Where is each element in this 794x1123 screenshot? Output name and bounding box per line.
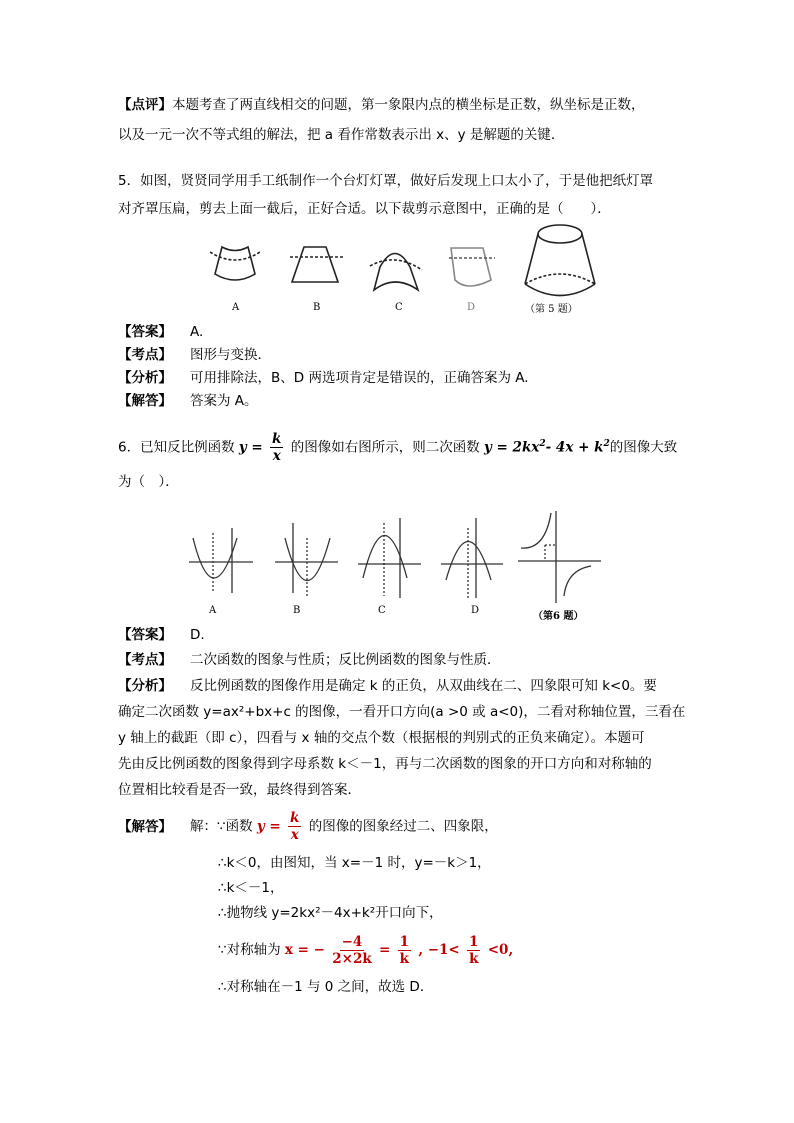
q6-option-d-label: D <box>471 605 480 616</box>
analysis-label: 【分析】 <box>118 370 172 386</box>
q6-solution-line-2 <box>218 853 491 873</box>
sym-num-2: 1 <box>399 933 410 950</box>
sym-frac-3 <box>467 934 480 967</box>
q5-figure <box>200 222 600 318</box>
q6-eq2-sup1: 2 <box>539 439 546 449</box>
sym-den-1: 2×2k <box>332 950 372 967</box>
solution-label: 【解答】 <box>118 818 172 835</box>
q6-solution-line-4 <box>218 903 443 923</box>
answer-label: 【答案】 <box>118 627 172 643</box>
q6-topic: 二次函数的图象与性质；反比例函数的图象与性质． <box>190 652 501 668</box>
q6-eq2-a: y = 2kx <box>484 439 540 456</box>
q6-eq1-den: x <box>272 448 281 464</box>
answer-label: 【答案】 <box>118 324 172 340</box>
analysis-label: 【分析】 <box>118 678 172 694</box>
q5-solution-row <box>118 391 258 411</box>
q5-analysis-row <box>118 368 529 388</box>
q6-analysis-1: 反比例函数的图像作用是确定 k 的正负，从双曲线在二、四象限可知 k<0。要 <box>190 678 657 694</box>
q6-analysis-row-3 <box>118 728 645 748</box>
q6-figure <box>183 508 613 620</box>
q6-eq1-num: k <box>272 431 282 447</box>
topic-label: 【考点】 <box>118 652 172 668</box>
sym-den-2: k <box>399 950 409 967</box>
q6-analysis-row-4 <box>118 754 652 774</box>
q6-solution-line-5 <box>218 932 513 968</box>
q6-stem-2: 为（ ）． <box>118 474 179 490</box>
q5-option-d-label: D <box>467 302 476 313</box>
review-line-2 <box>118 125 564 145</box>
q6-analysis-row-5 <box>118 780 361 800</box>
q5-solution: 答案为 A。 <box>190 393 258 409</box>
q6-eq2-sup2: 2 <box>603 439 610 449</box>
q6-figure-caption: （第6 题） <box>533 611 584 622</box>
review-text-2: 以及一元一次不等式组的解法，把 a 看作常数表示出 x、y 是解题的关键． <box>118 127 565 143</box>
topic-label: 【考点】 <box>118 347 172 363</box>
review-label: 【点评】 <box>118 97 172 113</box>
q6-prefix: 6．已知反比例函数 <box>118 439 235 456</box>
q6-analysis-2: 确定二次函数 y=ax²+bx+c 的图像，一看开口方向(a >0 或 a<0)，二看对称轴位置，三看在 <box>118 704 686 720</box>
q6-answer-row <box>118 625 205 645</box>
q6-eq1-fraction <box>270 431 283 464</box>
q6-solution-5-prefix: ∵对称轴为 <box>218 942 281 958</box>
q5-option-a-label: A <box>232 302 240 313</box>
q5-stem-1: 5．如图，贤贤同学用手工纸制作一个台灯灯罩，做好后发现上口太小了，于是他把纸灯罩 <box>118 173 654 189</box>
sym-num-1: −4 <box>341 933 363 950</box>
q5-topic: 图形与变换． <box>190 347 271 363</box>
q6-solution-fraction <box>288 810 301 843</box>
q5-topic-row <box>118 345 271 365</box>
q6-analysis-3: y 轴上的截距（即 c），四看与 x 轴的交点个数（根据根的判别式的正负来确定）。本题可 <box>118 730 645 746</box>
q6-answer: D. <box>190 627 205 643</box>
sym-frac-1 <box>332 934 371 967</box>
q6-solution-line-3 <box>218 878 284 898</box>
q6-suffix: 的图像大致 <box>609 439 678 456</box>
q6-analysis-row-2 <box>118 702 685 722</box>
q5-stem-line-1 <box>118 171 653 191</box>
parabola-options-figure <box>183 508 613 620</box>
q6-solution-intro: 解：∵函数 <box>190 818 253 835</box>
sym-eq: = <box>379 942 391 958</box>
q6-solution-1-rest: 的图像的图象经过二、四象限， <box>308 818 498 835</box>
q6-stem-line-1 <box>118 428 677 464</box>
sym-num-3: 1 <box>469 933 479 950</box>
sym-frac-2 <box>398 934 411 967</box>
q6-solution-4: ∴抛物线 y=2kx²－4x+k²开口向下， <box>218 905 443 921</box>
q5-stem-2: 对齐罩压扁，剪去上面一截后，正好合适。以下裁剪示意图中，正确的是（ ）． <box>118 201 611 217</box>
sym-den-3: k <box>469 950 479 967</box>
q5-analysis: 可用排除法，B、D 两选项肯定是错误的，正确答案为 A. <box>190 370 529 386</box>
q6-solution-3: ∴k＜－1， <box>218 880 284 896</box>
q5-stem-line-2 <box>118 199 611 219</box>
q6-solution-2: ∴k＜0，由图知，当 x=－1 时，y=－k＞1， <box>218 855 491 871</box>
q6-middle: 的图像如右图所示，则二次函数 <box>290 439 480 456</box>
q6-eq1-lhs: y = <box>238 439 263 456</box>
q6-solution-row <box>118 810 498 843</box>
q6-solution-eq-lhs: y = <box>256 818 281 835</box>
q6-topic-row <box>118 650 501 670</box>
q6-analysis-row <box>118 676 657 696</box>
q6-option-c-label: C <box>378 605 386 616</box>
q6-solution-6: ∴对称轴在－1 与 0 之间，故选 D． <box>218 979 434 995</box>
q5-answer-row <box>118 322 203 342</box>
q6-solution-line-6 <box>218 977 433 997</box>
sym-axis-x: x = − <box>284 942 325 958</box>
q6-solution-num: k <box>290 810 300 826</box>
q5-figure-caption: （第 5 题） <box>525 304 578 315</box>
q6-analysis-4: 先由反比例函数的图象得到字母系数 k＜－1，再与二次函数的图象的开口方向和对称轴的 <box>118 756 652 772</box>
review-text-1: 本题考查了两直线相交的问题，第一象限内点的横坐标是正数，纵坐标是正数， <box>172 97 645 113</box>
q5-option-c-label: C <box>395 302 403 313</box>
q6-eq2-b: - 4x + k <box>545 439 604 456</box>
q6-option-a-label: A <box>209 605 217 616</box>
q5-option-b-label: B <box>313 302 321 313</box>
review-line-1 <box>118 95 645 115</box>
sym-ineq-b: <0, <box>487 942 514 958</box>
q5-answer: A. <box>190 324 204 340</box>
q6-solution-den: x <box>290 827 299 843</box>
q6-option-b-label: B <box>293 605 301 616</box>
q6-analysis-5: 位置相比较看是否一致，最终得到答案． <box>118 782 361 798</box>
q6-stem-line-2 <box>118 472 179 492</box>
solution-label: 【解答】 <box>118 393 172 409</box>
sym-ineq-a: , −1< <box>418 942 460 958</box>
